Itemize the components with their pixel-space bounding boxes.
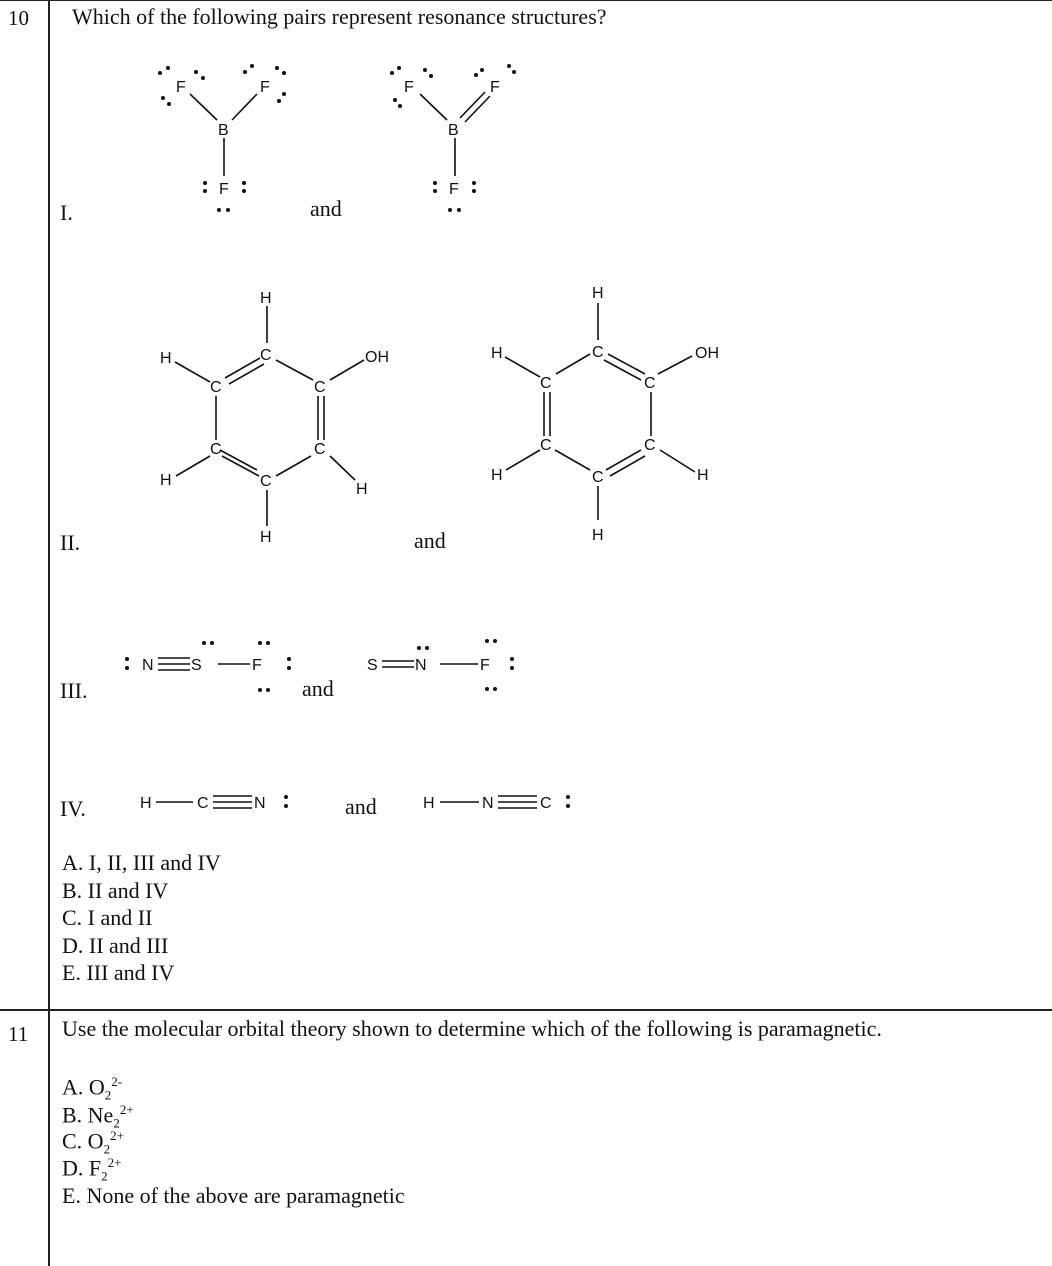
question-number-11: 11 — [8, 1022, 29, 1046]
atom-c: C — [260, 347, 272, 364]
atom-h: H — [423, 795, 435, 812]
phenol-structure-right — [505, 303, 695, 520]
choice-10-d: D. II and III — [62, 933, 169, 958]
choice-11-e: E. None of the above are paramagnetic — [62, 1183, 405, 1208]
superscript: 2+ — [107, 1155, 122, 1170]
atom-c: C — [314, 441, 326, 458]
superscript: 2+ — [110, 1128, 124, 1143]
atom-n: N — [142, 657, 154, 674]
atom-n: N — [415, 657, 427, 674]
choice-11-a — [62, 1074, 122, 1104]
atom-f: F — [260, 79, 270, 96]
question-11-prompt: Use the molecular orbital theory shown to determine which of the following is paramagnetic. — [62, 1016, 882, 1041]
atom-c: C — [314, 379, 326, 396]
atom-f: F — [176, 79, 186, 96]
choice-10-a: A. I, II, III and IV — [62, 850, 221, 875]
subscript: 2 — [113, 1115, 120, 1131]
atom-h: H — [260, 529, 272, 546]
superscript: 2+ — [119, 1102, 134, 1117]
superscript: 2- — [111, 1074, 123, 1089]
and-iv: and — [345, 794, 377, 819]
atom-c: C — [644, 437, 656, 454]
choice-11-d — [62, 1155, 121, 1185]
atom-h: H — [160, 350, 172, 367]
atom-s: S — [191, 657, 202, 674]
choice-11-d-text: D. F — [62, 1155, 102, 1181]
atom-c: C — [210, 441, 222, 458]
atom-h: H — [491, 467, 503, 484]
label-iv: IV. — [60, 796, 86, 821]
and-iii: and — [302, 676, 334, 701]
nsf-structure-left — [158, 658, 250, 670]
subscript: 2 — [104, 1087, 112, 1103]
question-10-prompt: Which of the following pairs represent resonance structures? — [72, 4, 607, 29]
subscript: 2 — [103, 1141, 111, 1157]
atom-n: N — [254, 795, 266, 812]
phenol-structure-left — [175, 306, 364, 526]
atom-h: H — [592, 285, 604, 302]
lone-pairs — [566, 795, 570, 808]
atom-f: F — [480, 657, 490, 674]
lone-pairs — [417, 639, 514, 691]
choice-10-e: E. III and IV — [62, 960, 175, 985]
label-iii: III. — [60, 678, 88, 703]
atom-h: H — [140, 795, 152, 812]
and-ii: and — [414, 528, 446, 553]
choice-11-b-text: B. Ne — [62, 1102, 114, 1128]
atom-oh: OH — [695, 345, 719, 362]
atom-c: C — [592, 344, 604, 361]
atom-f: F — [404, 79, 414, 96]
atom-c: C — [210, 379, 222, 396]
lone-pairs — [284, 795, 288, 808]
atom-b: B — [218, 122, 229, 139]
atom-b: B — [448, 122, 459, 139]
atom-f: F — [490, 79, 500, 96]
atom-c: C — [644, 375, 656, 392]
subscript: 2 — [101, 1168, 108, 1184]
atom-h: H — [491, 345, 503, 362]
atom-c: C — [592, 469, 604, 486]
atom-h: H — [160, 472, 172, 489]
label-ii: II. — [60, 530, 81, 555]
atom-f: F — [449, 181, 459, 198]
atom-h: H — [697, 467, 709, 484]
atom-f: F — [219, 181, 229, 198]
atom-c: C — [540, 795, 552, 812]
and-i: and — [310, 196, 342, 221]
label-i: I. — [60, 200, 73, 225]
atom-n: N — [482, 795, 494, 812]
choice-11-a-text: A. O — [62, 1074, 105, 1100]
choice-11-c-text: C. O — [62, 1128, 104, 1154]
atom-f: F — [252, 657, 262, 674]
choice-10-b: B. II and IV — [62, 878, 169, 903]
atom-oh: OH — [365, 349, 389, 366]
atom-h: H — [260, 290, 272, 307]
choice-11-c — [62, 1128, 124, 1158]
snf-structure-right — [382, 661, 478, 667]
atom-c: C — [260, 473, 272, 490]
atom-h: H — [356, 481, 368, 498]
atom-c: C — [197, 795, 209, 812]
question-number-10: 10 — [8, 6, 29, 30]
atom-h: H — [592, 527, 604, 544]
choice-10-c: C. I and II — [62, 905, 153, 930]
atom-c: C — [540, 375, 552, 392]
atom-c: C — [540, 437, 552, 454]
atom-s: S — [367, 657, 378, 674]
